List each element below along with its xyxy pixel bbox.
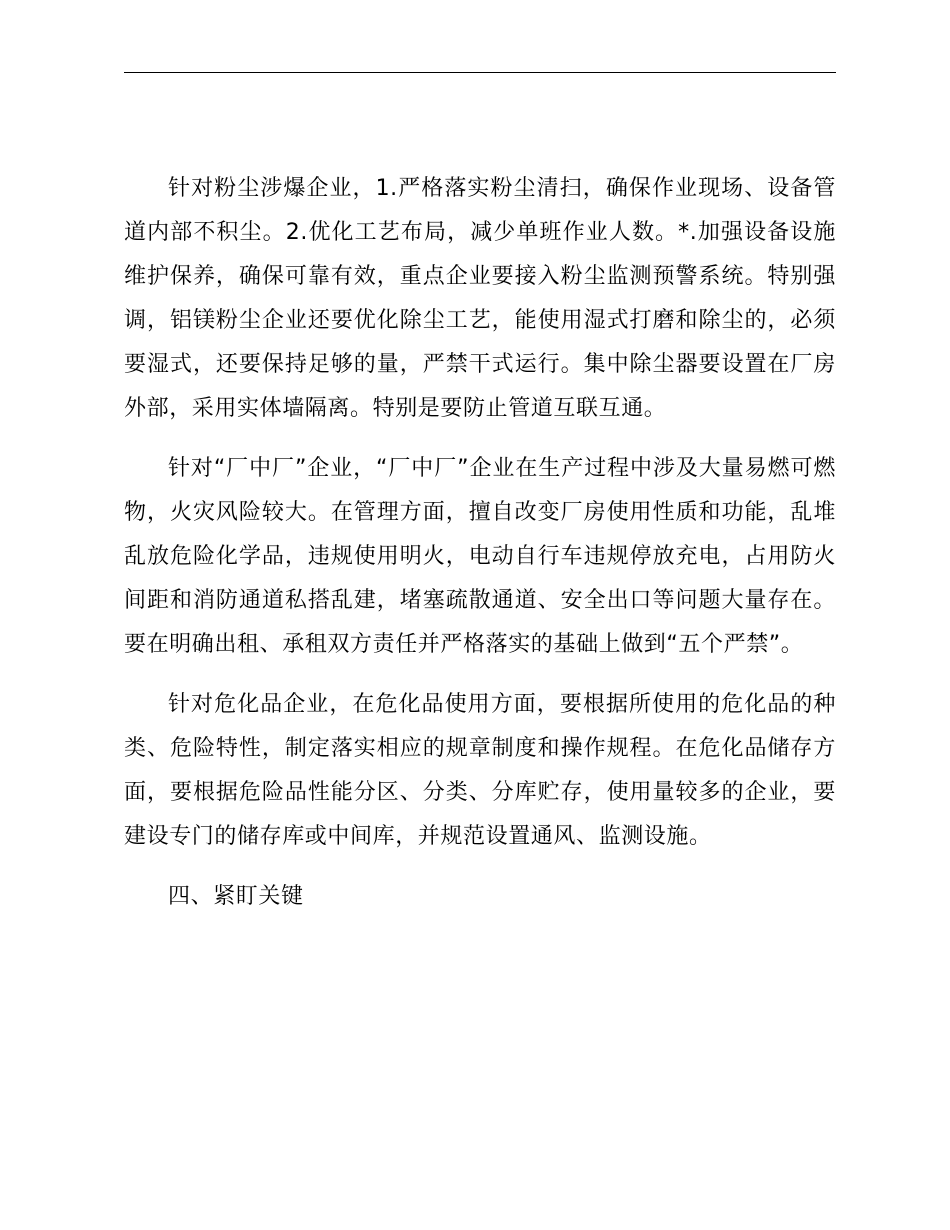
section-heading: 四、紧盯关键 [168, 884, 304, 909]
document-body [124, 167, 836, 919]
paragraph-hazardous-chemicals: 针对危化品企业，在危化品使用方面，要根据所使用的危化品的种类、危险特性，制定落实相应的规章制度和操作规程。在危化品储存方面，要根据危险品性能分区、分类、分库贮存，使用量较多的企业，要建设专门的储存库或中间库，并规范设置通风、监测设施。 [124, 692, 836, 849]
paragraph-factory-in-factory: 针对“厂中厂”企业，“厂中厂”企业在生产过程中涉及大量易燃可燃物，火灾风险较大。在管理方面，擅自改变厂房使用性质和功能，乱堆乱放危险化学品，违规使用明火，电动自行车违规停放充电，占用防火间距和消防通道私搭乱建，堵塞疏散通道、安全出口等问题大量存在。要在明确出租、承租双方责任并严格落实的基础上做到“五个严禁”。 [124, 456, 836, 657]
paragraph-dust-explosion: 针对粉尘涉爆企业，1.严格落实粉尘清扫，确保作业现场、设备管道内部不积尘。2.优化工艺布局，减少单班作业人数。*.加强设备设施维护保养，确保可靠有效，重点企业要接入粉尘监测预警系统。特别强调，铝镁粉尘企业还要优化除尘工艺，能使用湿式打磨和除尘的，必须要湿式，还要保持足够的量，严禁干式运行。集中除尘器要设置在厂房外部，采用实体墙隔离。特别是要防止管道互联互通。 [124, 176, 836, 421]
header-rule [124, 72, 836, 73]
